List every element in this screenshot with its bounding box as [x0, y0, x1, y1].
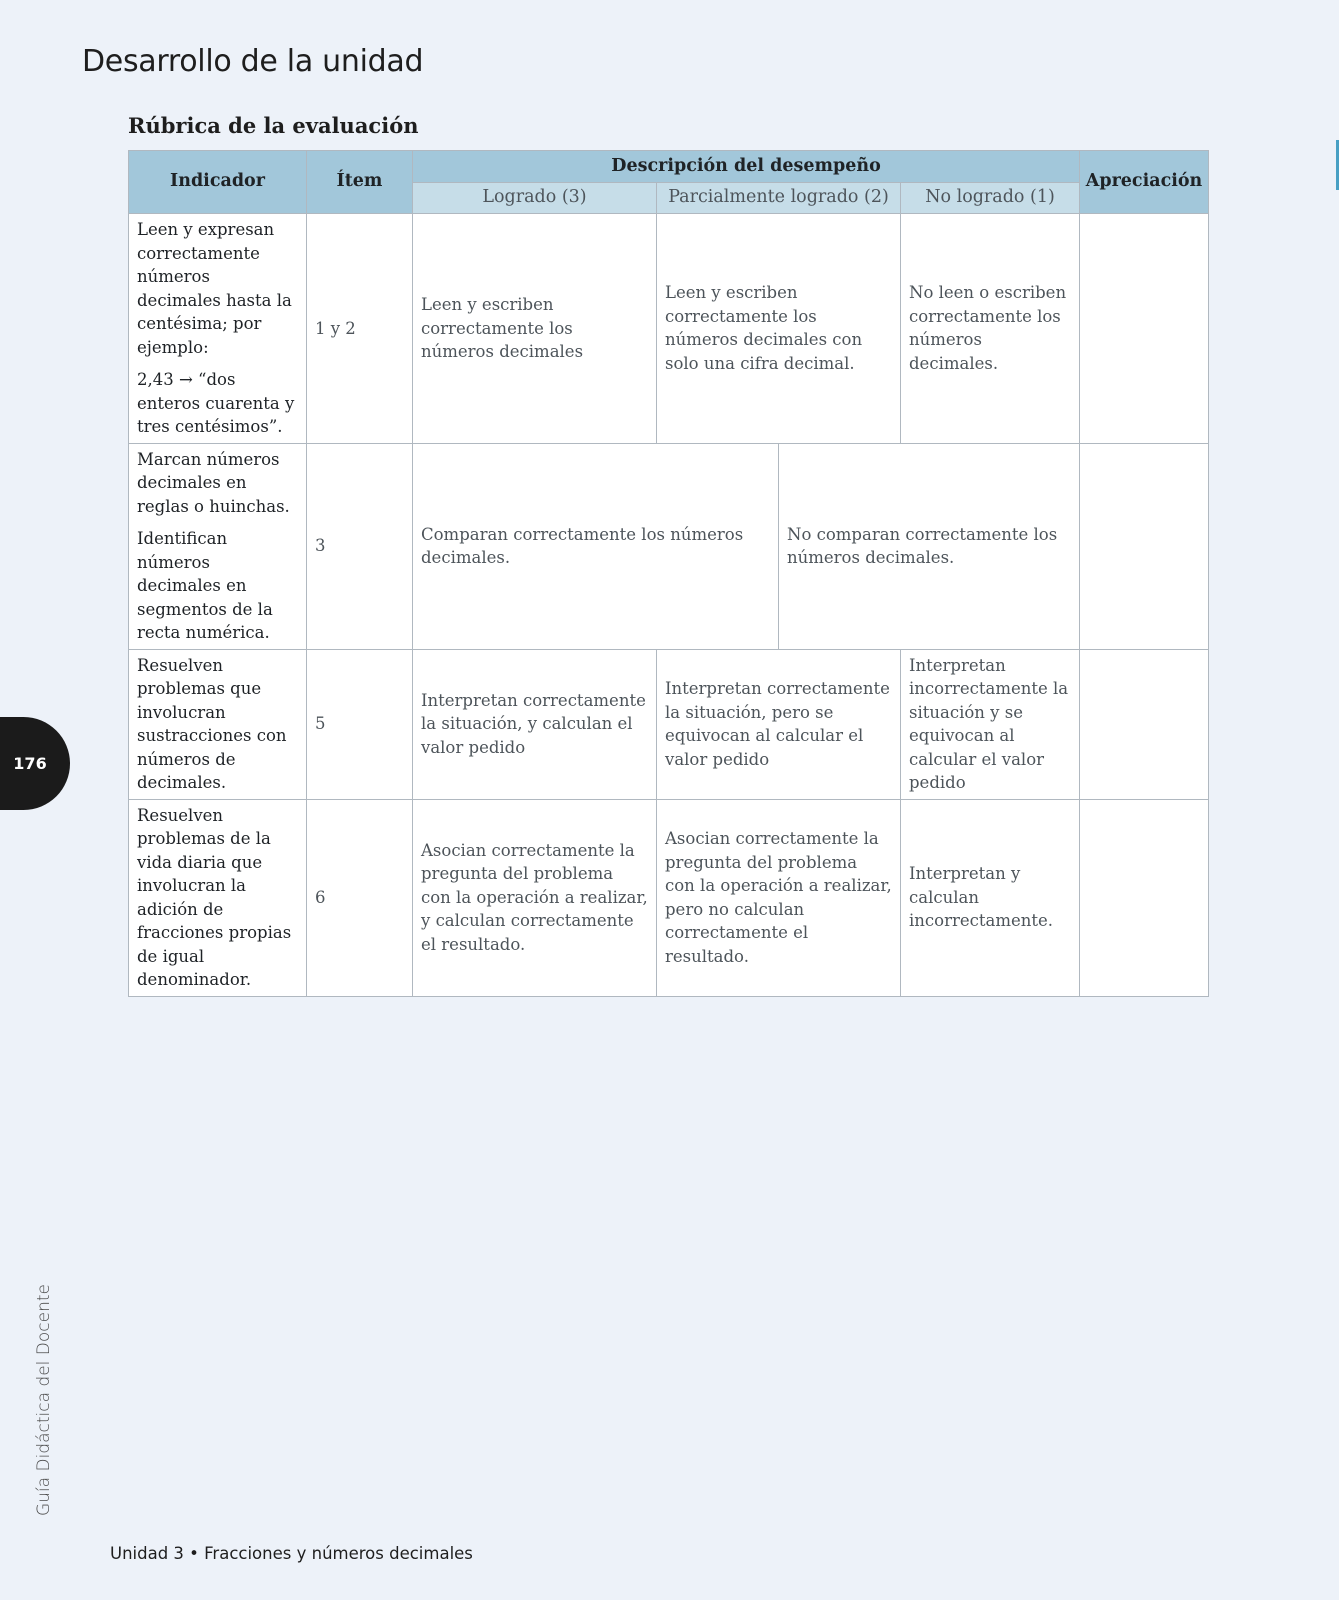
header-row	[129, 151, 1209, 183]
rubric-table	[128, 150, 1209, 997]
header-parcial: Parcialmente logrado (2)	[657, 183, 901, 214]
logrado-cell: Interpretan correctamente la situación, y calculan el valor pedido	[413, 649, 657, 799]
no-logrado-cell: Interpretan incorrectamente la situación y se equivocan al calcular el valor pedido	[901, 649, 1080, 799]
logrado-cell: Leen y escriben correctamente los números decimales	[413, 214, 657, 444]
apreciacion-cell	[1080, 214, 1209, 444]
logrado-cell: Comparan correctamente los números decimales.	[413, 443, 779, 649]
header-no-logrado: No logrado (1)	[901, 183, 1080, 214]
side-label: Guía Didáctica del Docente	[34, 1284, 54, 1516]
footer: Unidad 3 • Fracciones y números decimales	[110, 1544, 473, 1563]
section-title: Rúbrica de la evaluación	[128, 113, 419, 138]
indicator-text: Marcan números decimales en reglas o huinchas.	[137, 449, 290, 516]
page-title: Desarrollo de la unidad	[82, 44, 424, 79]
item-cell: 5	[307, 649, 413, 799]
page-number: 176	[13, 754, 47, 773]
indicator-cell	[129, 649, 307, 799]
indicator-cell	[129, 443, 307, 649]
apreciacion-cell	[1080, 799, 1209, 996]
no-logrado-cell: No comparan correctamente los números decimales.	[779, 443, 1080, 649]
item-cell: 3	[307, 443, 413, 649]
apreciacion-cell	[1080, 649, 1209, 799]
table-row	[129, 214, 1209, 444]
indicator-text: Resuelven problemas de la vida diaria que involucran la adición de fracciones propias de igual denominador.	[137, 805, 292, 989]
header-item: Ítem	[307, 151, 413, 214]
parcial-cell: Asocian correctamente la pregunta del problema con la operación a realizar, pero no calculan correctamente el resultado.	[657, 799, 901, 996]
indicator-text-2: Identifican números decimales en segmentos de la recta numérica.	[137, 529, 273, 642]
indicator-cell	[129, 799, 307, 996]
apreciacion-cell	[1080, 443, 1209, 649]
indicator-example: 2,43 → “dos enteros cuarenta y tres centésimos”.	[137, 370, 295, 436]
page-number-tab	[0, 717, 70, 810]
table-row	[129, 799, 1209, 996]
table-row	[129, 443, 1209, 649]
logrado-cell: Asocian correctamente la pregunta del problema con la operación a realizar, y calculan correctamente el resultado.	[413, 799, 657, 996]
header-logrado: Logrado (3)	[413, 183, 657, 214]
parcial-cell: Interpretan correctamente la situación, pero se equivocan al calcular el valor pedido	[657, 649, 901, 799]
item-cell: 1 y 2	[307, 214, 413, 444]
header-apreciacion: Apreciación	[1080, 151, 1209, 214]
parcial-cell: Leen y escriben correctamente los números decimales con solo una cifra decimal.	[657, 214, 901, 444]
indicator-text: Leen y expresan correctamente números decimales hasta la centésima; por ejemplo:	[137, 220, 292, 357]
header-descripcion: Descripción del desempeño	[413, 151, 1080, 183]
no-logrado-cell: No leen o escriben correctamente los números decimales.	[901, 214, 1080, 444]
table-row	[129, 649, 1209, 799]
header-indicador: Indicador	[129, 151, 307, 214]
no-logrado-cell: Interpretan y calculan incorrectamente.	[901, 799, 1080, 996]
item-cell: 6	[307, 799, 413, 996]
indicator-text: Resuelven problemas que involucran sustracciones con números de decimales.	[137, 655, 287, 792]
indicator-cell	[129, 214, 307, 444]
